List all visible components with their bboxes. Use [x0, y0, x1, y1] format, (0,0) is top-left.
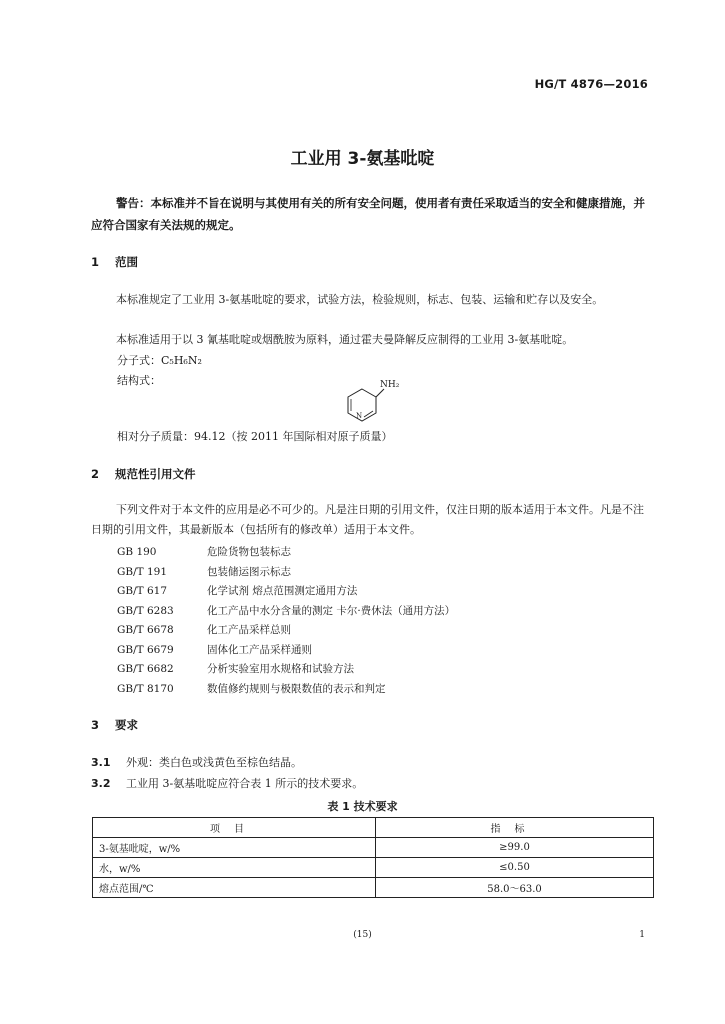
reference-item: [117, 642, 312, 657]
row-value: ≥99.0: [376, 838, 654, 858]
table-row: [93, 838, 654, 858]
molecular-formula: 分子式：C₅H₆N₂: [117, 354, 202, 367]
reference-name: 固体化工产品采样通则: [207, 644, 312, 656]
reference-code: GB/T 6679: [117, 644, 174, 656]
table-row: [93, 858, 654, 878]
reference-item: [117, 622, 291, 637]
section-2-heading: [91, 466, 196, 482]
reference-code: GB/T 617: [117, 585, 168, 597]
reference-name: 化学试剂 熔点范围测定通用方法: [207, 585, 358, 597]
reference-code: GB/T 8170: [117, 683, 174, 695]
safety-warning: 警告：本标准并不旨在说明与其使用有关的所有安全问题，使用者有责任采取适当的安全和健康措施，并应符合国家有关法规的规定。: [91, 196, 645, 232]
technical-requirements-table: [92, 817, 654, 898]
reference-name: 包装储运图示标志: [207, 566, 291, 578]
requirement-text: 工业用 3-氨基吡啶应符合表 1 所示的技术要求。: [126, 777, 364, 790]
reference-name: 化工产品采样总则: [207, 624, 291, 636]
requirement-number: 3.2: [91, 777, 111, 790]
structural-formula: [340, 375, 410, 425]
reference-code: GB/T 6678: [117, 624, 174, 636]
scope-paragraph-2: 本标准适用于以 3 氰基吡啶或烟酰胺为原料，通过霍夫曼降解反应制得的工业用 3-氨基吡啶。: [116, 333, 574, 346]
row-item: 水，w/%: [93, 858, 376, 878]
section-1-heading: [91, 254, 138, 270]
requirement-item: [91, 775, 363, 791]
reference-code: GB/T 6283: [117, 605, 174, 617]
row-value: ≤0.50: [376, 858, 654, 878]
reference-code: GB 190: [117, 546, 157, 558]
reference-name: 分析实验室用水规格和试验方法: [207, 663, 354, 675]
column-header-item: 项目: [93, 818, 376, 838]
section-title: 要求: [115, 718, 139, 732]
table-header-row: [93, 818, 654, 838]
svg-text:N: N: [356, 412, 363, 420]
reference-item: [117, 661, 354, 676]
standard-code: HG/T 4876—2016: [534, 77, 648, 91]
reference-name: 危险货物包装标志: [207, 546, 291, 558]
reference-item: [117, 544, 291, 559]
scope-paragraph-1: 本标准规定了工业用 3-氨基吡啶的要求，试验方法，检验规则，标志、包装、运输和贮存以及安全。: [116, 293, 604, 306]
references-intro: 下列文件对于本文件的应用是必不可少的。凡是注日期的引用文件，仅注日期的版本适用于本文件。凡是不注日期的引用文件，其最新版本（包括所有的修改单）适用于本文件。: [91, 503, 644, 536]
document-title: 工业用 3-氨基吡啶: [290, 149, 435, 169]
page-number: 1: [639, 930, 645, 940]
footer-page-marker: (15): [353, 930, 372, 940]
requirement-text: 外观：类白色或浅黄色至棕色结晶。: [126, 756, 302, 769]
amino-group-label: NH₂: [380, 380, 400, 390]
reference-name: 数值修约规则与极限数值的表示和判定: [207, 683, 386, 695]
reference-item: [117, 583, 357, 598]
structure-label: 结构式：: [117, 374, 161, 387]
section-number: 2: [91, 467, 100, 481]
table-caption: 表 1 技术要求: [327, 800, 398, 813]
reference-item: [117, 564, 291, 579]
row-value: 58.0～63.0: [376, 878, 654, 898]
reference-code: GB/T 191: [117, 566, 168, 578]
reference-code: GB/T 6682: [117, 663, 174, 675]
row-item: 3-氨基吡啶，w/%: [93, 838, 376, 858]
requirement-number: 3.1: [91, 756, 111, 769]
section-title: 规范性引用文件: [115, 467, 196, 481]
section-3-heading: [91, 717, 138, 733]
section-title: 范围: [115, 255, 139, 269]
reference-item: [117, 681, 386, 696]
requirement-item: [91, 754, 302, 770]
column-header-value: 指标: [376, 818, 654, 838]
table-row: [93, 878, 654, 898]
reference-name: 化工产品中水分含量的测定 卡尔·费休法（通用方法）: [207, 605, 456, 617]
section-number: 1: [91, 255, 100, 269]
section-number: 3: [91, 718, 100, 732]
row-item: 熔点范围/℃: [93, 878, 376, 898]
molecular-mass: 相对分子质量：94.12（按 2011 年国际相对原子质量）: [117, 430, 393, 443]
reference-item: [117, 603, 455, 618]
